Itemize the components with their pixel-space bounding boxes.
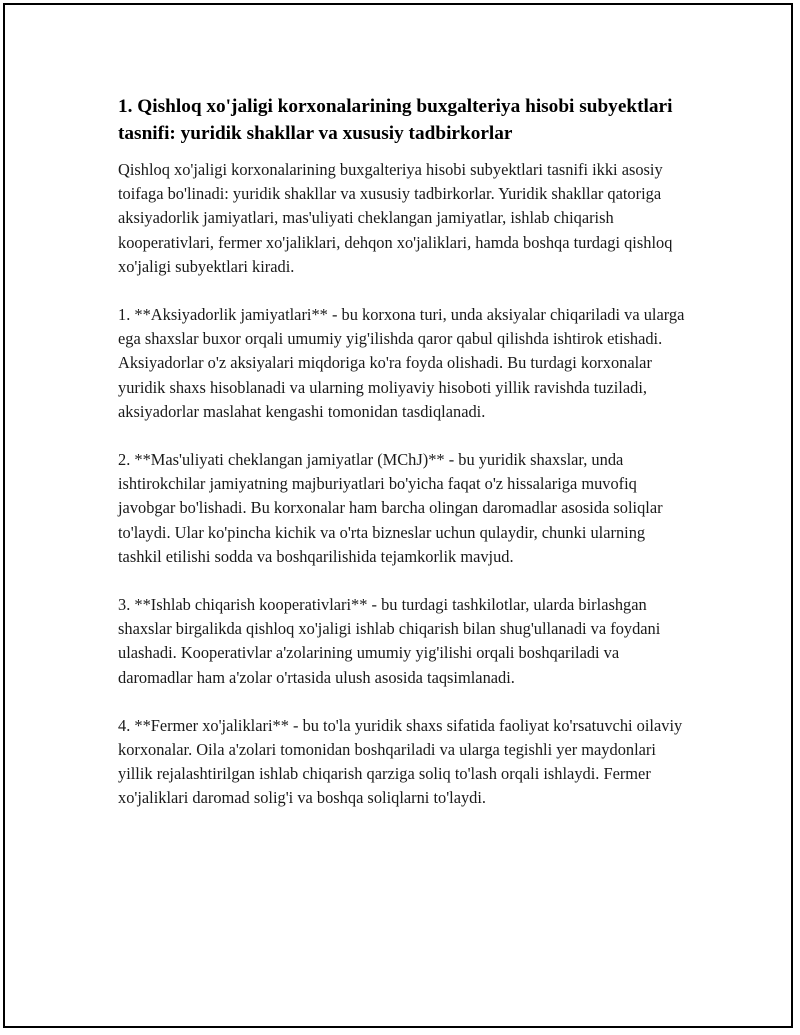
intro-paragraph: Qishloq xo'jaligi korxonalarining buxgalteriya hisobi subyektlari tasnifi ikki asosiy toifaga bo'linadi: yuridik shakllar va xususiy tadbirkorlar. Yuridik shakllar qatoriga aksiyadorlik jamiyatlari, mas'uliyati cheklangan jamiyatlar, ishlab chiqarish kooperativlari, fermer xo'jaliklari, dehqon xo'jaliklari, hamda boshqa turdagi qishloq xo'jaligi subyektlari kiradi.	[118, 160, 673, 276]
paragraph-kooperativlar: 3. **Ishlab chiqarish kooperativlari** - bu turdagi tashkilotlar, ularda birlashgan shaxslar birgalikda qishloq xo'jaligi ishlab chiqarish bilan shug'ullanadi va foydani ulashadi. Kooperativlar a'zolarining umumiy yig'ilishi orqali boshqariladi va daromadlar ham a'zolar o'rtasida ulush asosida taqsimlanadi.	[118, 595, 661, 687]
document-body	[118, 93, 690, 835]
paragraph-fermer: 4. **Fermer xo'jaliklari** - bu to'la yuridik shaxs sifatida faoliyat ko'rsatuvchi oilaviy korxonalar. Oila a'zolari tomonidan boshqariladi va ularga tegishli yer maydonlari yillik rejalashtirilgan ishlab chiqarish qarziga soliq to'lash orqali ishlaydi. Fermer xo'jaliklari daromad solig'i va boshqa soliqlarni to'laydi.	[118, 715, 683, 808]
paragraph-aksiyadorlik: 1. **Aksiyadorlik jamiyatlari** - bu korxona turi, unda aksiyalar chiqariladi va ularga ega shaxslar buxor orqali umumiy yig'ilishda qaror qabul qilishda ishtirok etishadi. Aksiyadorlar o'z aksiyalari miqdoriga ko'ra foyda olishadi. Bu turdagi korxonalar yuridik shaxs hisoblanadi va ularning moliyaviy hisoboti yillik ravishda tuziladi, aksiyadorlar maslahat kengashi tomonidan tasdiqlanadi.	[118, 305, 685, 421]
paragraph-mchj: 2. **Mas'uliyati cheklangan jamiyatlar (MChJ)** - bu yuridik shaxslar, unda ishtirokchilar jamiyatning majburiyatlari bo'yicha faqat o'z hissalariga muvofiq javobgar bo'lishadi. Bu korxonalar ham barcha olingan daromadlar asosida soliqlar to'laydi. Ular ko'pincha kichik va o'rta bizneslar uchun qulaydir, chunki ularning tashkil etilishi sodda va boshqarilishida tejamkorlik mavjud.	[118, 450, 663, 566]
document-title: 1. Qishloq xo'jaligi korxonalarining buxgalteriya hisobi subyektlari tasnifi: yuridik shakllar va xususiy tadbirkorlar	[118, 96, 673, 144]
